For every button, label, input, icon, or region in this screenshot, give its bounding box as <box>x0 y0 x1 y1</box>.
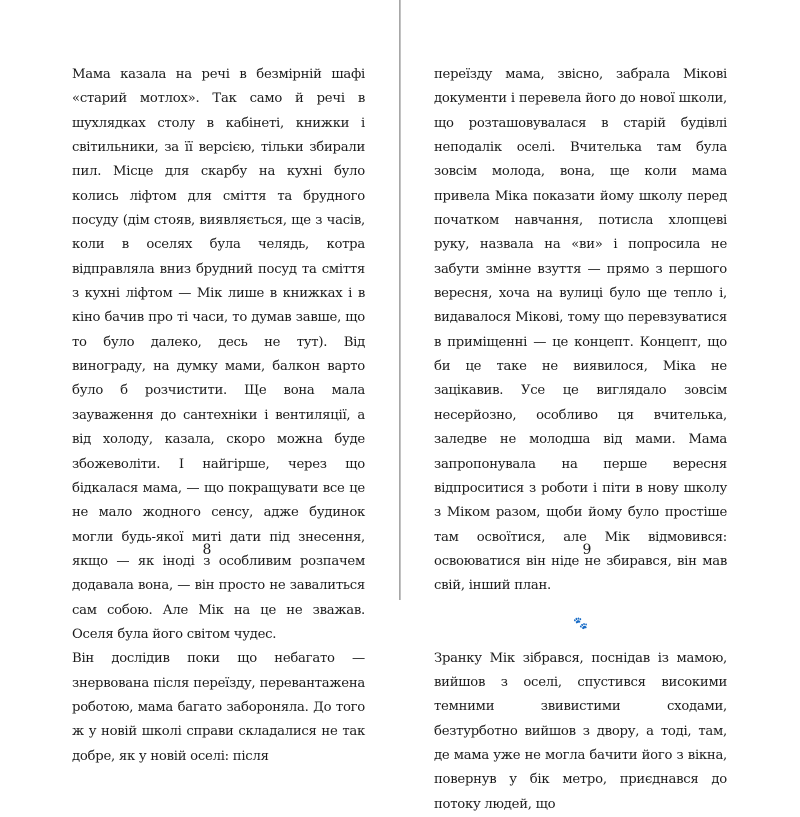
left-page <box>0 0 399 764</box>
left-page-text <box>72 63 365 769</box>
right-page <box>401 0 800 812</box>
right-page-number: 9 <box>582 542 592 558</box>
left-page-number: 8 <box>202 542 212 558</box>
left-paragraph-1: Мама казала на речі в безмірній шафі «старий мотлох». Так само й речі в шухлядках столу в кабінеті, книжки і світильники, за її версією, тільки збирали пил. Місце для скарбу на кухні було колись ліфтом для сміття та брудного посуду (дім стояв, виявляється, ще з часів, коли в оселях була челядь, котра відправляла вниз брудний посуд та сміття з кухні ліфтом — Мік лише в книжках і в кіно бачив про ті часи, то думав завше, що то було далеко, десь не тут). Від винограду, на думку мами, балкон варто було б розчистити. Ще вона мала зауваження до сантехніки і вентиляції, а від холоду, казала, скоро можна буде збожеволіти. І найгірше, через що бідкалася мама, — що покращувати все це не мало жодного сенсу, адже будинок могли будь-якої миті дати під знесення, якщо — як іноді з особливим розпачем додавала вона, — він просто не завалиться сам собою. Але Мік на це не зважав. Оселя була його світом чудес. <box>72 67 365 642</box>
paw-separator-icon: 🐾 <box>573 615 588 630</box>
left-paragraph-2: Він дослідив поки що небагато — знервована після переїзду, перевантажена роботою, мама багато забороняла. До того ж у новій школі справи складалися не так добре, як у новій оселі: після <box>72 651 365 764</box>
right-page-text <box>434 63 727 817</box>
right-paragraph-1: переїзду мама, звісно, забрала Мікові документи і перевела його до нової школи, що розташовувалася в старій будівлі неподалік оселі. Вчителька там була зовсім молода, вона, ще коли мама привела Міка показати йому школу перед початком навчання, потисла хлопцеві руку, назвала на «ви» і попросила не забути змінне взуття — прямо з першого вересня, хоча на вулиці було ще тепло і, видавалося Мікові, тому що перевзуватися в приміщенні — це концепт. Концепт, що би це таке не виявилося, Міка не зацікавив. Усе це виглядало зовсім несерйозно, особливо ця вчителька, заледве не молодша від мами. Мама запропонувала на перше вересня відпроситися з роботи і піти в нову школу з Міком разом, щоби йому було простіше там освоїтися, але Мік відмовився: освоюватися він ніде не збирався, він мав свій, інший план. <box>434 67 727 594</box>
right-paragraph-2: Зранку Мік зібрався, поснідав із мамою, вийшов з оселі, спустився високими темними звивистими сходами, безтурботно вийшов з двору, а тоді, там, де мама уже не могла бачити його з вікна, повернув у бік метро, приєднався до потоку людей, що <box>434 650 727 812</box>
